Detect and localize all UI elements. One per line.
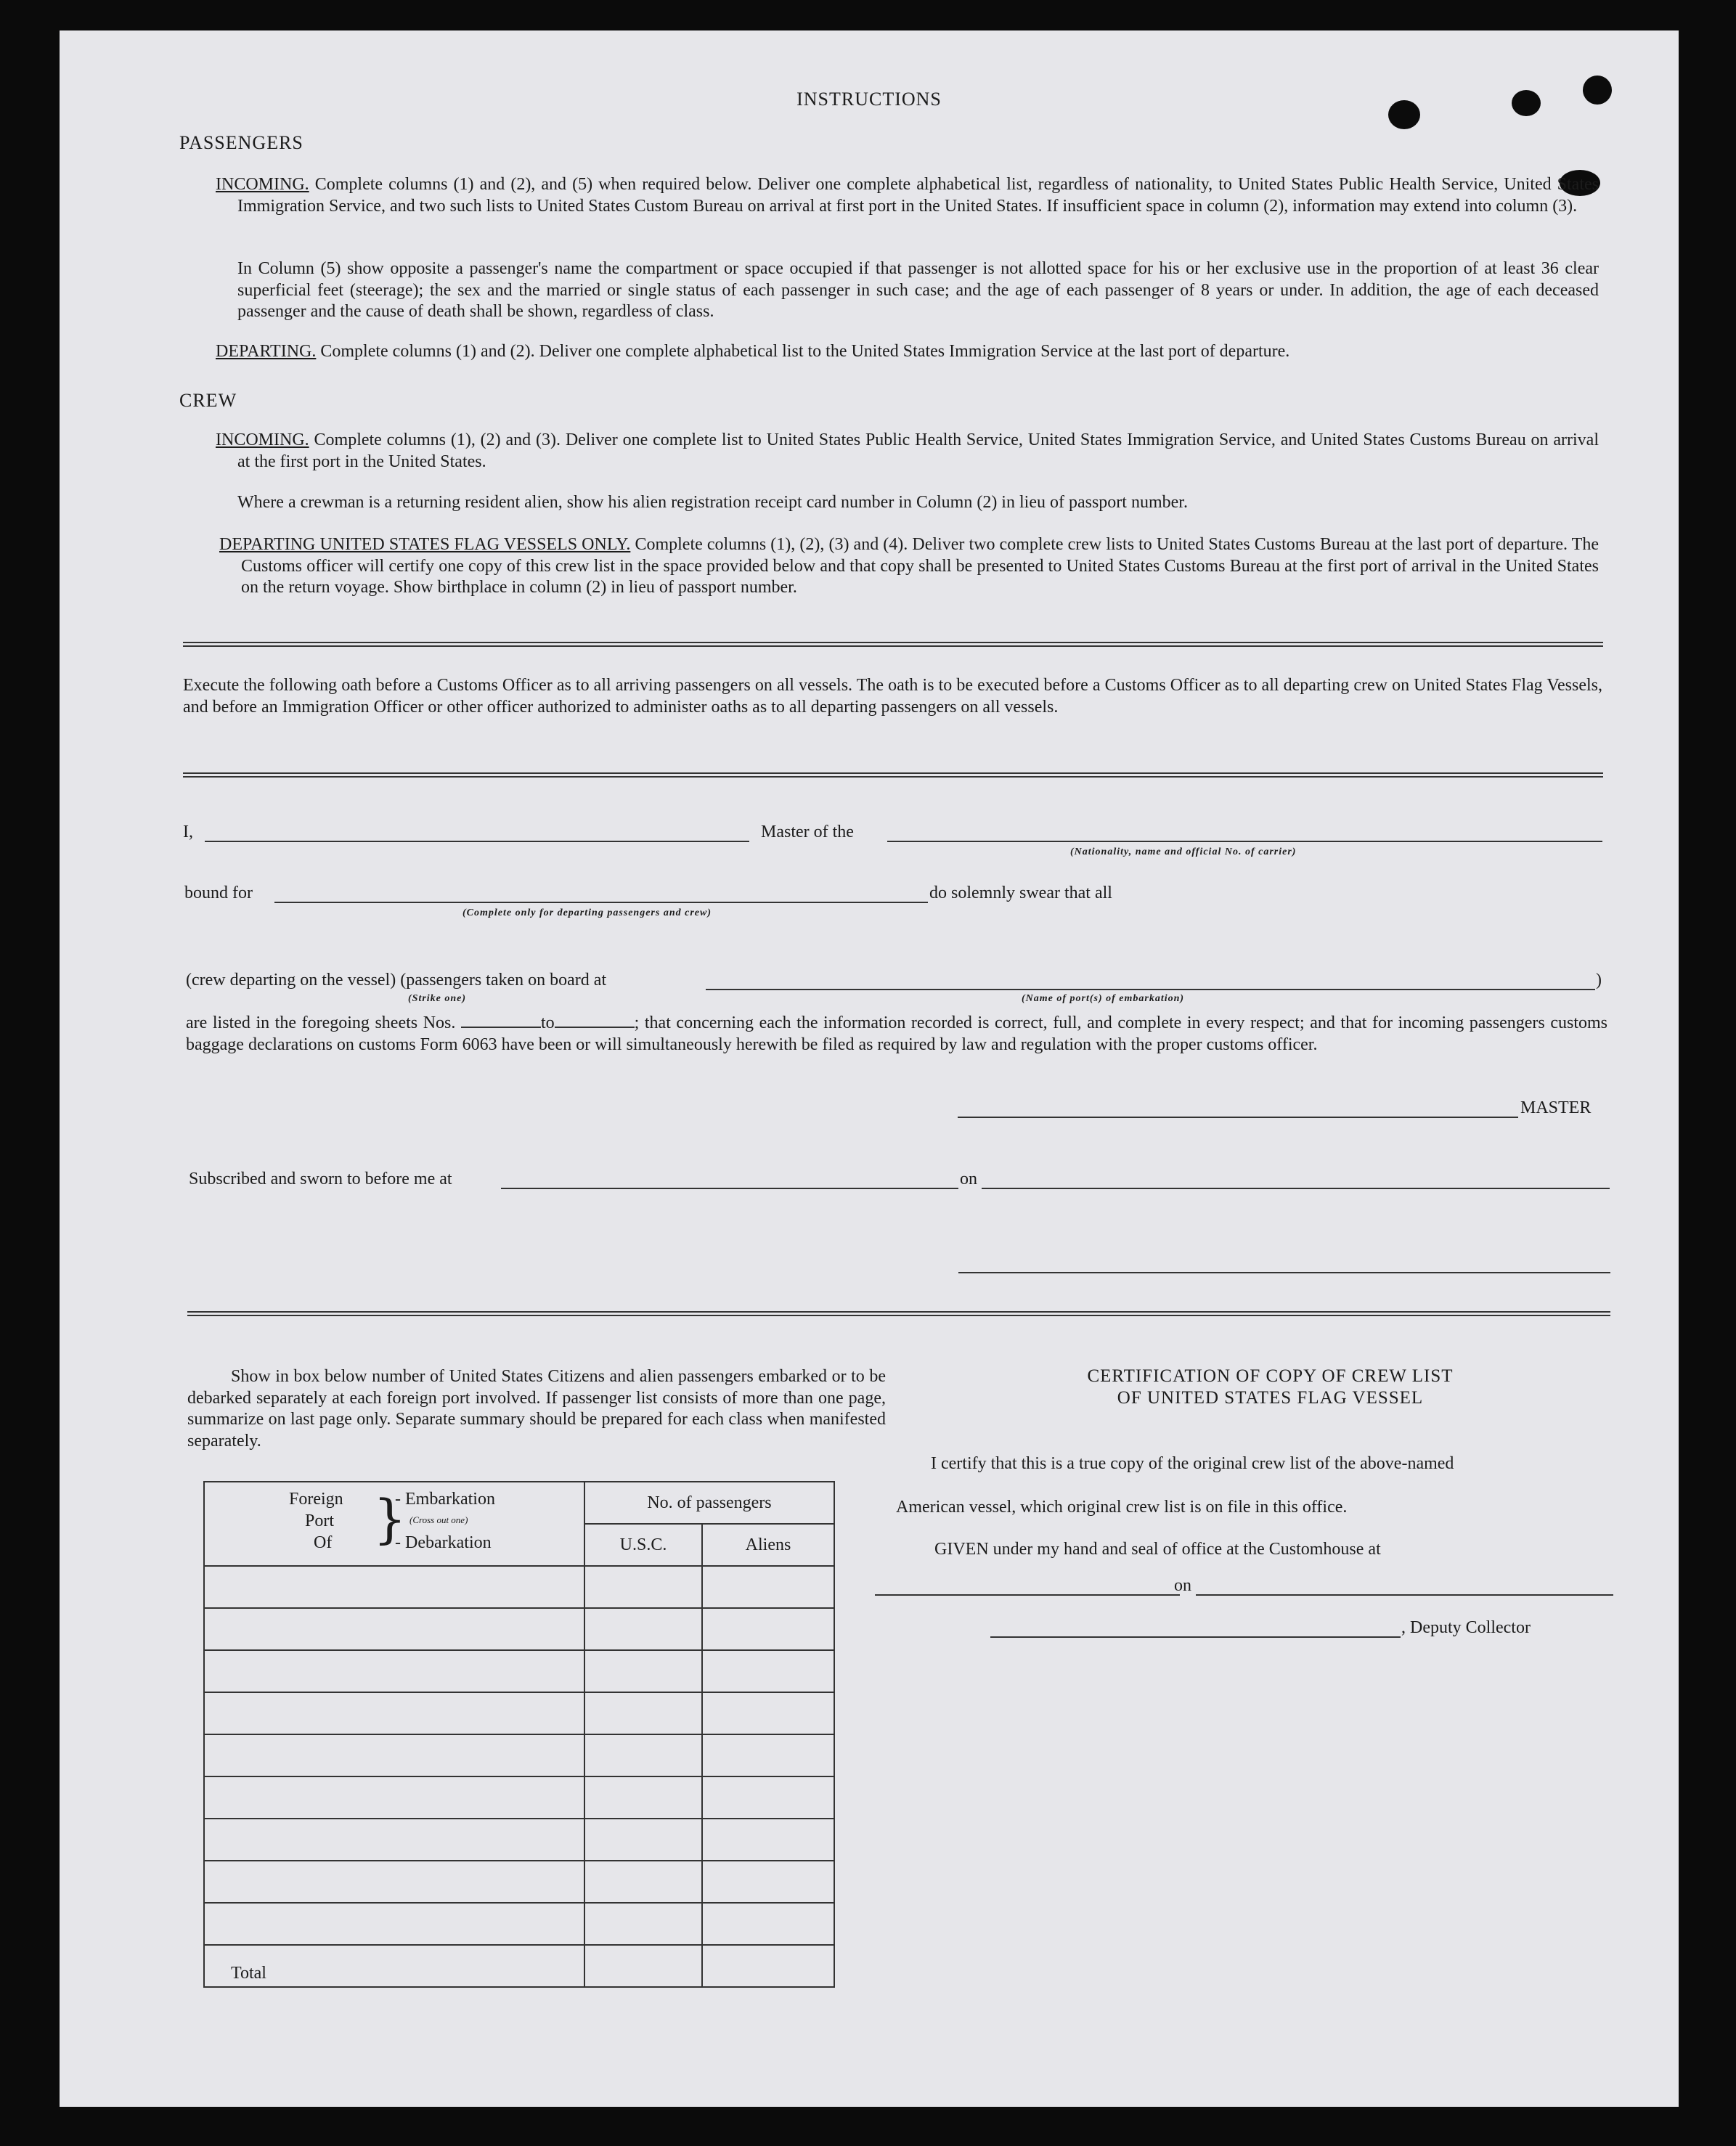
master-signature-field[interactable] <box>958 1117 1518 1118</box>
oath-crew-departing: (crew departing on the vessel) (passengers taken on board at <box>186 971 607 990</box>
total-text: Total <box>231 1964 266 1983</box>
nationality-note: (Nationality, name and official No. of carrier) <box>1070 846 1297 857</box>
crew-resident: Where a crewman is a returning resident alien, show his alien registration receipt card number in Column (2) in lieu of passport number. <box>237 493 1188 512</box>
passengers-departing <box>216 341 1599 363</box>
cross-out-note: (Cross out one) <box>409 1514 468 1525</box>
total-label <box>204 1945 584 1987</box>
aliens-cell[interactable] <box>702 1861 834 1903</box>
oath-to: to <box>540 1013 555 1032</box>
sworn-on-label: on <box>960 1170 977 1188</box>
oath-bound-for: bound for <box>184 884 253 902</box>
passengers-column5: In Column (5) show opposite a passenger's name the compartment or space occupied if that passenger is not allotted space for his or her exclusive use in the proportion of at least 36 clear superficial feet (steerage); the sex and the married or single status of each passenger in such case; and the age of each passenger of 8 years or under. In addition, the age of each deceased passenger and the cause of death shall be shown, regardless of class. <box>237 259 1599 321</box>
master-name-field[interactable] <box>205 841 749 842</box>
divider <box>183 642 1603 647</box>
carrier-field[interactable] <box>887 841 1602 842</box>
port-cell[interactable] <box>204 1734 584 1776</box>
usc-cell[interactable] <box>584 1861 702 1903</box>
debarkation-label: - Debarkation <box>395 1533 492 1552</box>
sheet-from-field[interactable] <box>461 1012 541 1028</box>
table-row <box>204 1608 834 1650</box>
aliens-cell[interactable] <box>702 1819 834 1861</box>
crew-departing <box>219 534 1599 599</box>
usc-cell[interactable] <box>584 1903 702 1945</box>
oath-master-of-the: Master of the <box>761 823 854 841</box>
aliens-cell[interactable] <box>702 1566 834 1608</box>
oath-listed-a: are listed in the foregoing sheets Nos. <box>186 1013 456 1032</box>
usc-cell[interactable] <box>584 1819 702 1861</box>
aliens-total-cell[interactable] <box>702 1945 834 1987</box>
sworn-date-field[interactable] <box>982 1188 1610 1189</box>
table-row <box>204 1903 834 1945</box>
section-crew: CREW <box>179 390 237 411</box>
certification-date-field[interactable] <box>1196 1594 1613 1596</box>
port-header-cell <box>204 1482 584 1566</box>
table-row <box>204 1650 834 1692</box>
divider <box>187 1311 1610 1316</box>
table-row <box>204 1692 834 1734</box>
crew-departing-label: DEPARTING UNITED STATES FLAG VESSELS ONLY. <box>219 535 631 554</box>
master-label: MASTER <box>1520 1098 1592 1117</box>
oath-intro: Execute the following oath before a Customs Officer as to all arriving passengers on all vessels. The oath is to be executed before a Customs Officer as to all departing crew on United States Flag Vessels, and before an Immigration Officer or other officer authorized to administer oaths as to all departing passengers on all vessels. <box>183 676 1602 717</box>
divider <box>183 772 1603 778</box>
officer-signature-field[interactable] <box>958 1272 1610 1273</box>
table-row <box>204 1566 834 1608</box>
form-page <box>60 30 1679 2107</box>
subscribed-label: Subscribed and sworn to before me at <box>189 1170 452 1188</box>
complete-only-note: (Complete only for departing passengers and crew) <box>462 907 712 918</box>
section-passengers: PASSENGERS <box>179 132 303 153</box>
port-cell[interactable] <box>204 1903 584 1945</box>
passengers-incoming-label: INCOMING. <box>216 175 309 194</box>
usc-cell[interactable] <box>584 1650 702 1692</box>
port-cell[interactable] <box>204 1819 584 1861</box>
close-paren: ) <box>1596 971 1602 990</box>
port-cell[interactable] <box>204 1692 584 1734</box>
aliens-cell[interactable] <box>702 1608 834 1650</box>
aliens-cell[interactable] <box>702 1776 834 1819</box>
total-row <box>204 1945 834 1987</box>
usc-cell[interactable] <box>584 1608 702 1650</box>
passengers-incoming-text: Complete columns (1) and (2), and (5) when required below. Deliver one complete alphabetical list, regardless of nationality, to United States Public Health Service, United States Immigration Service, and two such lists to United States Custom Bureau on arrival at first port in the United States. If insufficient space in column (2), information may extend into column (3). <box>237 175 1599 216</box>
of-label: Of <box>314 1533 333 1552</box>
page-title: INSTRUCTIONS <box>796 89 942 110</box>
crew-incoming-text: Complete columns (1), (2) and (3). Deliver one complete list to United States Public Health Service, United States Immigration Service, and United States Customs Bureau on arrival at the first port in the United States. <box>237 431 1599 471</box>
table-row <box>204 1819 834 1861</box>
oath-listed-paragraph <box>186 1012 1607 1056</box>
destination-field[interactable] <box>274 902 928 903</box>
port-cell[interactable] <box>204 1608 584 1650</box>
oath-i: I, <box>183 823 193 841</box>
port-cell[interactable] <box>204 1566 584 1608</box>
ports-note: (Name of port(s) of embarkation) <box>1022 993 1185 1004</box>
port-cell[interactable] <box>204 1776 584 1819</box>
aliens-cell[interactable] <box>702 1734 834 1776</box>
brace-icon: } <box>373 1488 407 1549</box>
certification-title-2: OF UNITED STATES FLAG VESSEL <box>1117 1388 1424 1408</box>
usc-cell[interactable] <box>584 1566 702 1608</box>
passengers-departing-label: DEPARTING. <box>216 342 317 361</box>
certification-line-3: GIVEN under my hand and seal of office at the Customhouse at <box>934 1540 1381 1559</box>
crew-departing-text: Complete columns (1), (2), (3) and (4). Deliver two complete crew lists to United States Customs Bureau at the last port of departure. The Customs officer will certify one copy of this crew list in the space provided below and that copy shall be presented to United States Customs Bureau at the first port of arrival in the United States on the return voyage. Show birthplace in column (2) in lieu of passport number. <box>241 535 1599 597</box>
aliens-header: Aliens <box>702 1524 834 1566</box>
crew-incoming-label: INCOMING. <box>216 431 309 449</box>
strike-one-note: (Strike one) <box>408 993 467 1004</box>
embarkation-ports-field[interactable] <box>706 989 1595 990</box>
sworn-place-field[interactable] <box>501 1188 958 1189</box>
passengers-incoming <box>216 174 1599 217</box>
usc-cell[interactable] <box>584 1776 702 1819</box>
aliens-cell[interactable] <box>702 1692 834 1734</box>
certification-title-1: CERTIFICATION OF COPY OF CREW LIST <box>1087 1366 1454 1386</box>
certification-line-2: American vessel, which original crew list is on file in this office. <box>896 1498 1348 1517</box>
port-label: Port <box>305 1511 335 1530</box>
aliens-cell[interactable] <box>702 1650 834 1692</box>
deputy-collector-signature-field[interactable] <box>990 1636 1401 1638</box>
certification-on-label: on <box>1174 1576 1191 1595</box>
table-row <box>204 1861 834 1903</box>
oath-swear: do solemnly swear that all <box>929 884 1112 902</box>
customhouse-field[interactable] <box>875 1594 1180 1596</box>
passenger-summary-table <box>203 1481 835 1988</box>
table-row <box>204 1776 834 1819</box>
table-row <box>204 1734 834 1776</box>
embarkation-label: - Embarkation <box>395 1490 495 1509</box>
usc-cell[interactable] <box>584 1734 702 1776</box>
oath-listed-b: ; that concerning each the information recorded is correct, full, and complete in every respect; and that for incoming passengers customs baggage declarations on customs Form 6063 have been or will simultaneously herewith be filed as required by law and regulation with the proper customs officer. <box>186 1013 1607 1054</box>
certification-line-1: I certify that this is a true copy of the original crew list of the above-named <box>931 1454 1454 1473</box>
crew-incoming <box>216 430 1599 473</box>
aliens-cell[interactable] <box>702 1903 834 1945</box>
usc-total-cell[interactable] <box>584 1945 702 1987</box>
foreign-label: Foreign <box>289 1490 343 1509</box>
port-cell[interactable] <box>204 1650 584 1692</box>
usc-cell[interactable] <box>584 1692 702 1734</box>
sheet-to-field[interactable] <box>555 1012 635 1028</box>
port-cell[interactable] <box>204 1861 584 1903</box>
summary-instructions: Show in box below number of United States Citizens and alien passengers embarked or to be debarked separately at each foreign port involved. If passenger list consists of more than one page, summarize on last page only. Separate summary should be prepared for each class when manifested separately. <box>187 1367 886 1451</box>
passengers-departing-text: Complete columns (1) and (2). Deliver one complete alphabetical list to the United States Immigration Service at the last port of departure. <box>320 342 1290 361</box>
no-passengers-header: No. of passengers <box>584 1482 834 1524</box>
deputy-collector-label: , Deputy Collector <box>1401 1618 1531 1637</box>
usc-header: U.S.C. <box>584 1524 702 1566</box>
